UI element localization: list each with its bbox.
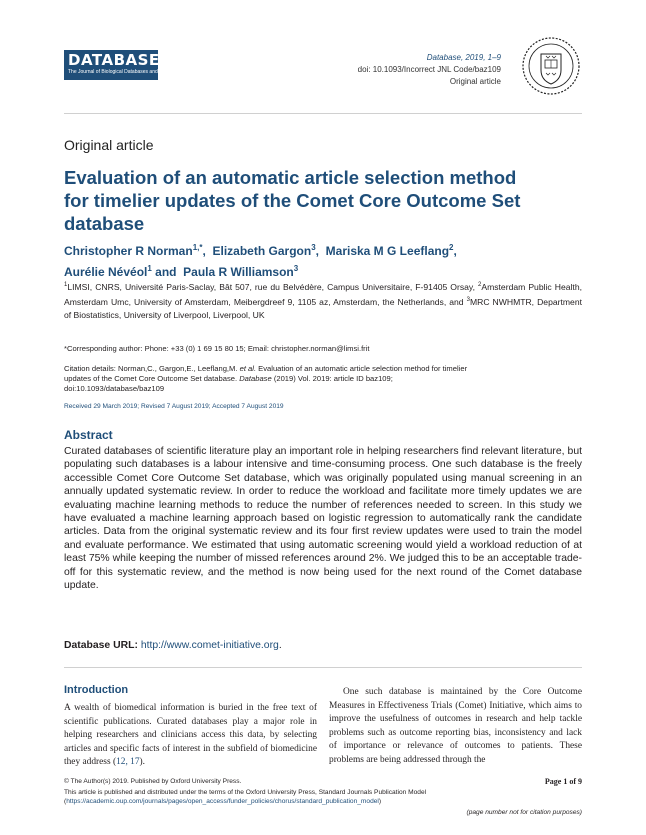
author-affil-marker: 2 [449, 243, 454, 252]
article-title: Evaluation of an automatic article selection method for timelier updates of the Comet Core Outcome Set database [64, 167, 521, 234]
author-name[interactable]: Aurélie Névéol [64, 265, 148, 279]
abstract-heading: Abstract [64, 428, 113, 442]
footer-note: (page number not for citation purposes) [466, 809, 582, 816]
journal-line: Database, 2019, 1–9 [426, 53, 501, 62]
database-url-link[interactable]: http://www.comet-initiative.org [140, 640, 279, 651]
author-affil-marker: 3 [293, 264, 299, 273]
citation-journal: Database [239, 374, 272, 383]
section-label: Original article [64, 137, 154, 153]
affil-marker: 3 [466, 296, 470, 303]
received-dates: Received 29 March 2019; Revised 7 August 2019; Accepted 7 August 2019 [64, 403, 284, 410]
footer-license [64, 788, 582, 806]
affiliation: Amsterdam Public Health, Amsterdam Umc, University of Amsterdam, Meibergdreef 9, 1105 az, Amsterdam, the Netherlands, and [64, 281, 582, 307]
database-url [64, 640, 282, 651]
license-link[interactable]: https://academic.oup.com/journals/pages/open_access/funder_policies/chorus/standard_publication_model [66, 798, 379, 805]
author-name[interactable]: Paula R Williamson [183, 265, 294, 279]
footer-copyright: © The Author(s) 2019. Published by Oxford University Press. [64, 778, 242, 785]
license-end: ) [378, 798, 382, 805]
citation-et-al: et al. [239, 364, 257, 373]
intro-left-text: A wealth of biomedical information is buried in the free text of scientific publications. Curated databases play a major role in helping researchers and clinicians access this data, by selecting articles and specific facts of interest in the subfield of biomedicine they address ( [64, 703, 317, 768]
database-url-label: Database URL: [64, 640, 138, 651]
author-affil-marker: 1,* [192, 243, 203, 252]
logo-subtitle: The Journal of Biological Databases and Curation [68, 69, 179, 75]
citation-prefix: Citation details: Norman,C., Gargon,E., Leeflang,M. [64, 364, 240, 373]
author-affil-marker: 1 [147, 264, 152, 273]
corresponding-author: *Corresponding author: Phone: +33 (0) 1 69 15 80 15; Email: christopher.norman@limsi.frit [64, 344, 370, 353]
affiliations [64, 279, 582, 322]
logo-text: DATABASE [68, 51, 160, 69]
author-affil-marker: 3 [311, 243, 316, 252]
intro-left-end: ). [139, 757, 145, 768]
citation-suffix: (2019) Vol. 2019: article ID baz109; doi:10.1093/database/baz109 [64, 374, 393, 393]
intro-reference-link[interactable]: 12, 17 [116, 757, 140, 768]
author-name[interactable]: Elizabeth Gargon [212, 244, 312, 258]
introduction-left-column [64, 702, 317, 770]
affiliation: LIMSI, CNRS, Université Paris-Saclay, Bât 507, rue du Belvédère, Campus Universitaire, F-91405 Orsay, [67, 281, 479, 292]
affil-marker: 2 [478, 282, 482, 288]
header-rule [64, 113, 582, 114]
header-meta [358, 52, 501, 88]
section-rule [64, 667, 582, 668]
oxford-crest-icon [521, 36, 581, 96]
article-type: Original article [449, 77, 501, 86]
database-url-period: . [278, 640, 282, 651]
affiliation: MRC NWHMTR, Department of Biostatistics, University of Liverpool, Liverpool, UK [64, 296, 582, 320]
author-name[interactable]: Christopher R Norman [64, 244, 193, 258]
abstract-text: Curated databases of scientific literature play an important role in helping researchers find relevant literature, but populating such databases is a labour intensive and time-consuming process. One such database is the freely accessible Comet Core Outcome Set database, which was originally populated using manual screening in an annually updated systematic review. In order to reduce the workload and facilitate more timely updates we are evaluating machine learning methods to reduce the number of references needed to screen. In this study we have evaluated a machine learning approach based on logistic regression to automatically rank the candidate articles. Data from the original systematic review and its four first review updates were used to train the model and evaluate performance. We estimated that using automatic screening would yield a workload reduction of at least 75% while keeping the number of missed references around 2%. We judged this to be an acceptable trade-off for this systematic review, and the method is now being used for the next round of the Comet database update. [64, 446, 582, 592]
citation-details [64, 364, 494, 394]
journal-logo [64, 50, 179, 80]
footer-page-number: Page 1 of 9 [544, 777, 582, 786]
introduction-heading: Introduction [64, 684, 129, 696]
doi-line[interactable]: doi: 10.1093/Incorrect JNL Code/baz109 [357, 65, 501, 74]
author-list: Christopher R Norman$^{1,*}$, Elizabeth Gargon$^3$, Mariska M G Leeflang$^2$, Aurélie Névéol$^1$ and Paula R Williamson$^3$ [64, 243, 457, 279]
introduction-right-column: One such database is maintained by the Core Outcome Measures in Effectiveness Trials (Comet) Initiative, which aims to improve the usefulness of outcomes in research and help tackle problems such as outcome reporting bias, inconsistency and lack of importance or relevance of outcomes to patients. These problems are being addressed through the [329, 687, 582, 765]
affil-marker: 1 [64, 282, 68, 288]
license-text: This article is published and distributed under the terms of the Oxford University Press, Standard Journals Publication Model ( [64, 789, 427, 805]
author-name[interactable]: Mariska M G Leeflang [325, 244, 450, 258]
citation-middle: Evaluation of an automatic article selection method for timelier updates of the Comet Core Outcome Set database. [64, 364, 468, 383]
